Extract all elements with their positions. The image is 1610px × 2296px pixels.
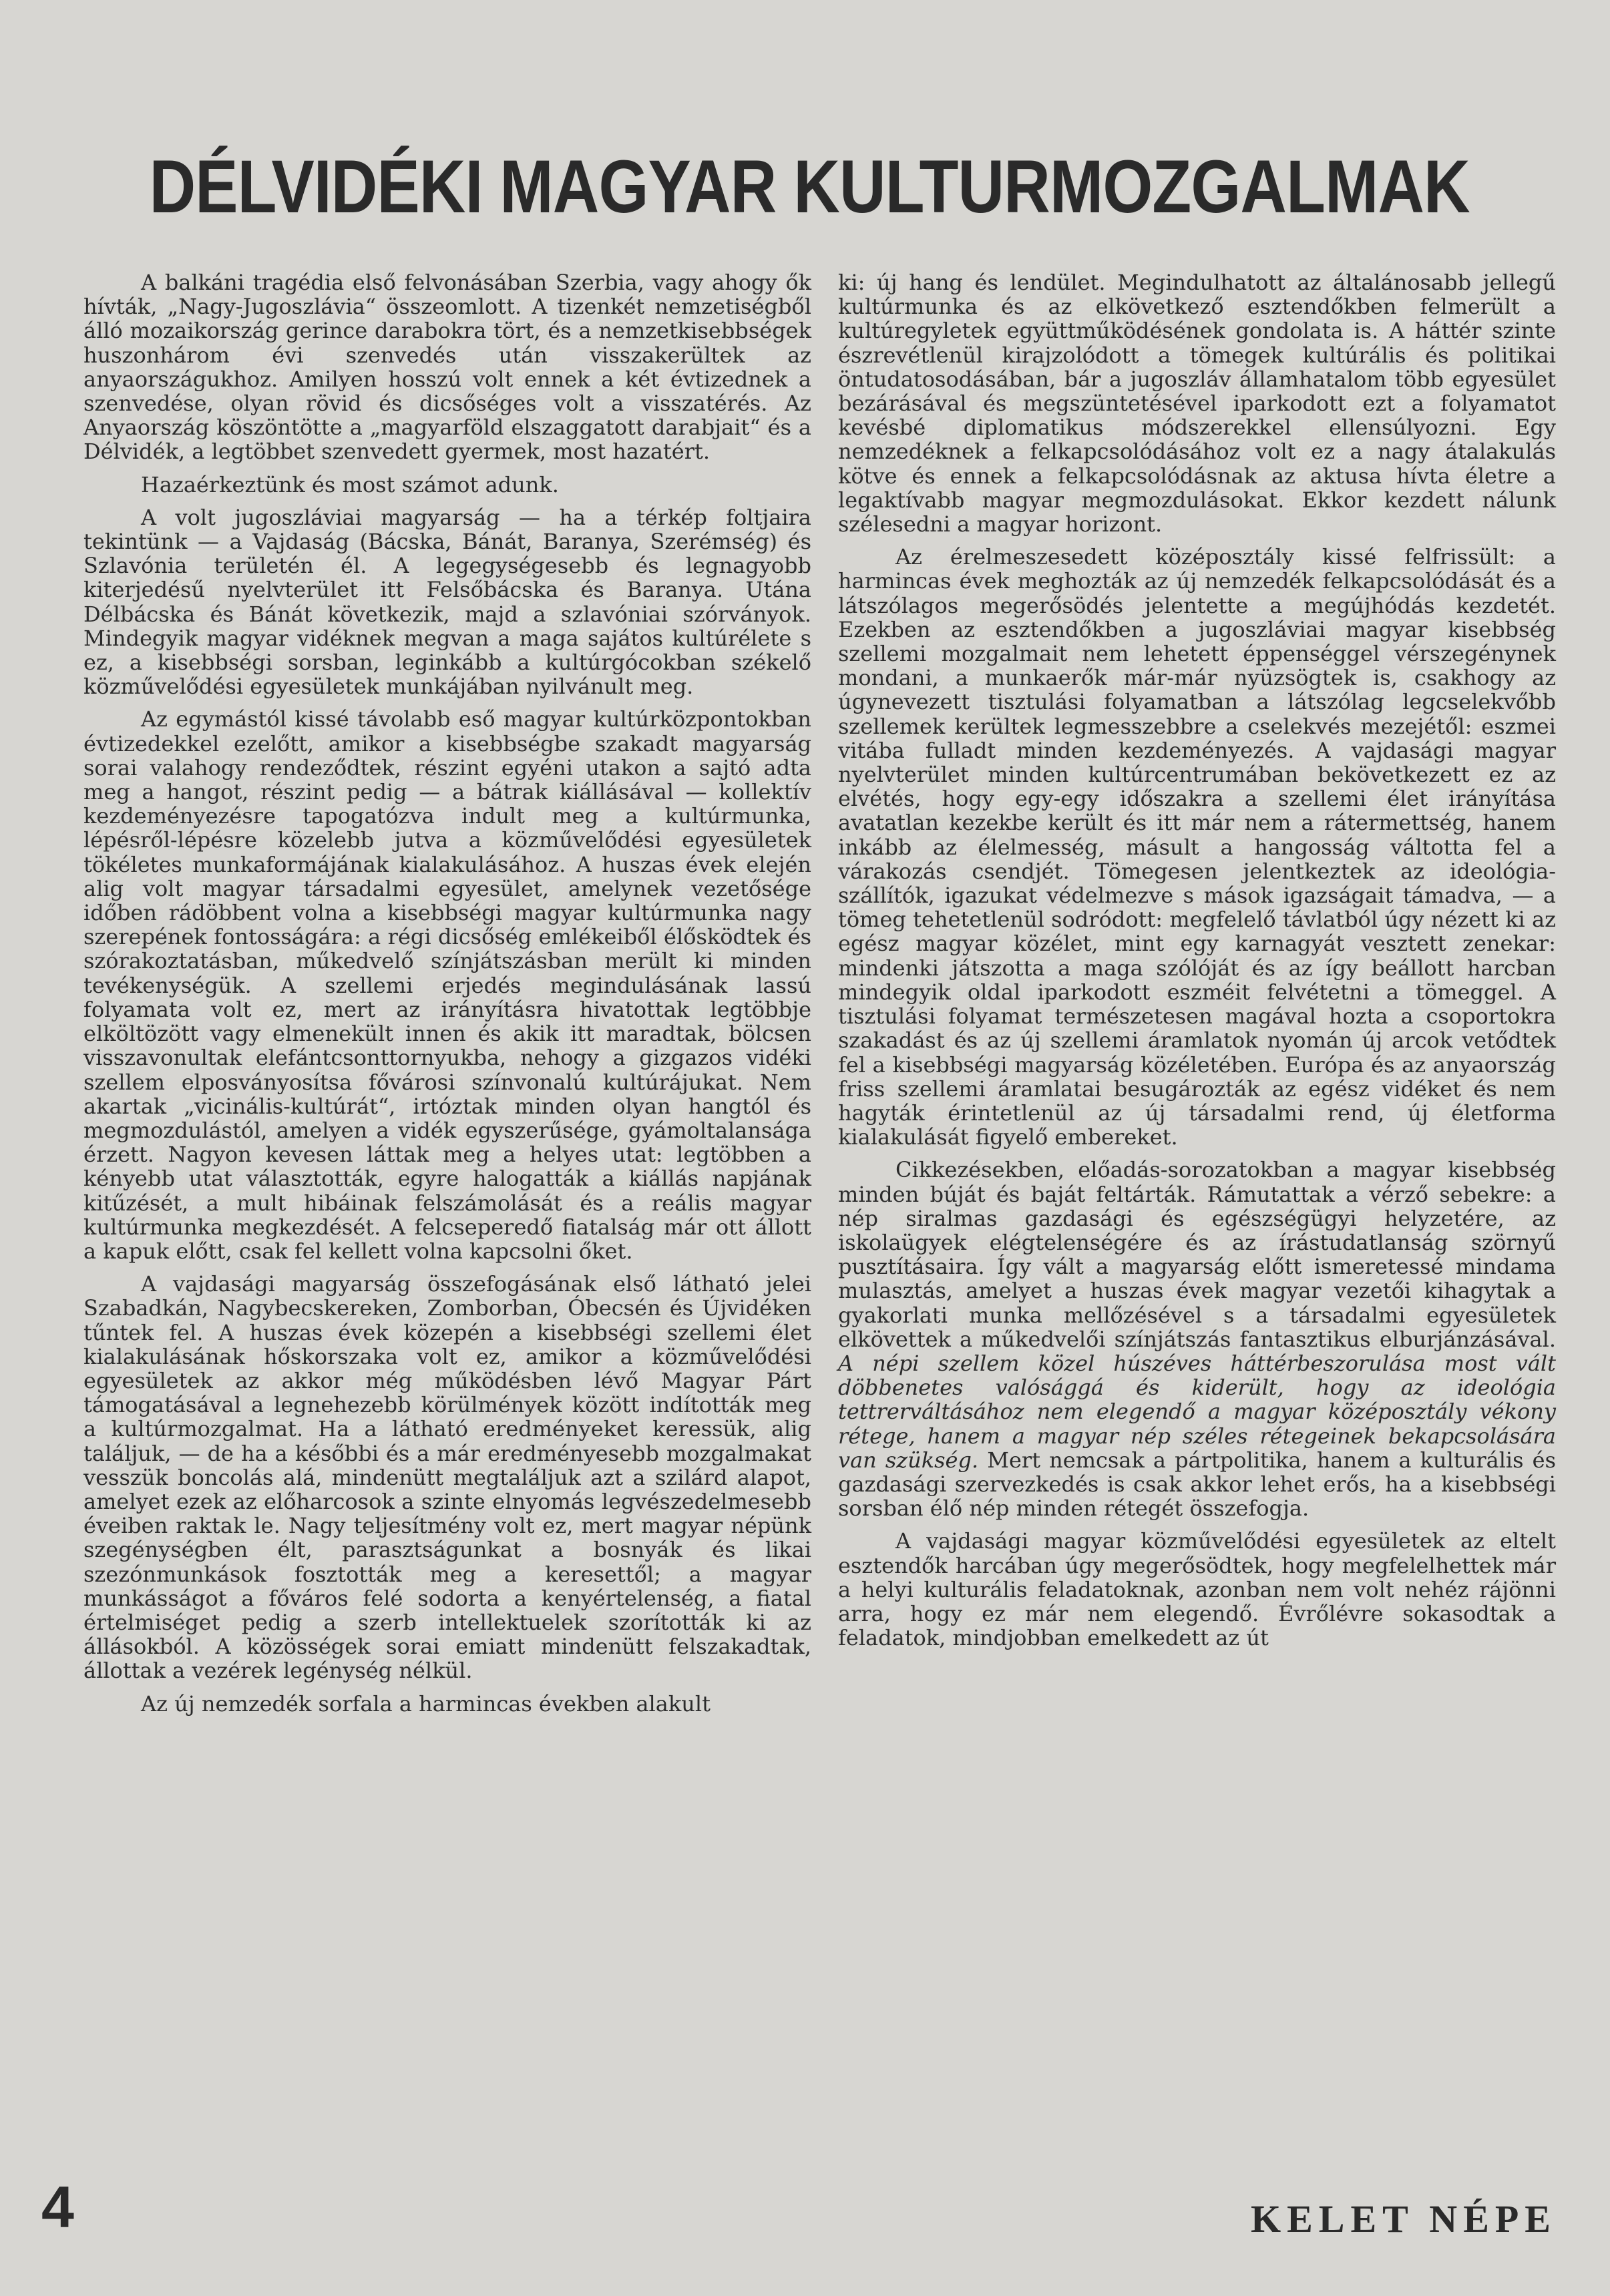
publication-name: KELET NÉPE (1251, 2197, 1557, 2241)
paragraph-text: Cikkezésekben, előadás-sorozatokban a magyar kisebbség minden búját és baját feltárták. Rámutattak a vérző sebekre: a nép siralmas gazdasági és egészségügyi helyzetére, az iskolaügyek elégtelenségére és az írástudatlanság szörnyű pusztításaira. Így vált a magyarság előtt ismeretessé mindama mulasztás, amelyet a huszas évek magyar vezetői kihagytak a gyakorlati munka mellőzésével s a társadalmi egyesületek elkövettek a műkedvelői színjátszás fantasztikus elburjánzásával. (838, 1157, 1556, 1352)
paragraph: ki: új hang és lendület. Megindulhatott az általánosabb jellegű kultúrmunka és az elkövetkező esztendőkben felmerült a kultúregyletek együttműködésének gondolata is. A háttér szinte észrevétlenül kirajzolódott a tömegek kultúrális és politikai öntudatosodásában, bár a jugoszláv államhatalom több egyesület bezárásával és megszüntetésével iparkodott ezt a folyamatot kevésbé diplomatikus módszerekkel ellensúlyozni. Egy nemzedéknek a felkapcsolódásához volt ez a nagy átalakulás kötve és ennek a felkapcsolódásnak az aktusa hívta életre a legaktívabb magyar megmozdulásokat. Ekkor kezdett nálunk szélesedni a magyar horizont. (838, 270, 1556, 537)
paragraph: Hazaérkeztünk és most számot adunk. (141, 471, 559, 497)
article-title: DÉLVIDÉKI MAGYAR KULTURMOZGALMAK (149, 145, 1470, 228)
left-column (83, 270, 811, 1725)
paragraph: A vajdasági magyarság összefogásának első látható jelei Szabadkán, Nagybecskereken, Zomborban, Óbecsén és Újvidéken tűntek fel. A huszas évek közepén a kisebbségi szellemi élet kialakulásának hőskorszaka volt ez, amikor a közművelődési egyesületek az akkor még működésben lévő Magyar Párt támogatásával a legnehezebb körülmények között indították meg a kultúrmozgalmat. Ha a látható eredményeket keressük, alig találjuk, — de ha a későbbi és a már eredményesebb mozgalmakat vesszük boncolás alá, mindenütt megtaláljuk azt a szilárd alapot, amelyet ezek az előharcosok a szinte elnyomás legvészedelmesebb éveiben raktak le. Nagy teljesítmény volt ez, mert magyar népünk szegénységben élt, parasztságunkat a bosnyák és likai szezónmunkások fosztották meg a keresettől; a magyar munkásságot a főváros felé sodorta a kenyértelenség, a fiatal értelmiséget pedig a szerb intellektuelek szorították ki az állásokból. A közösségek sorai emiatt mindenütt felszakadtak, állottak a vezérek legénység nélkül. (83, 1271, 811, 1684)
paragraph: A vajdasági magyar közművelődési egyesületek az eltelt esztendők harcában úgy megerősödtek, hogy megfelelhettek már a helyi kulturális feladatoknak, azonban nem volt nehéz rájönni arra, hogy ez már nem elegendő. Évrőlévre sokasodtak a feladatok, mindjobban emelkedett az út (838, 1528, 1556, 1651)
right-column (838, 270, 1556, 1658)
paragraph: Az új nemzedék sorfala a harmincas években alakult (141, 1690, 711, 1716)
paragraph: A volt jugoszláviai magyarság — ha a térkép foltjaira tekintünk — a Vajdaság (Bácska, Bánát, Baranya, Szerémség) és Szlavónia területén él. A legegységesebb és legnagyobb kiterjedésű nyelvterület itt Felsőbácska és Baranya. Utána Délbácska és Bánát következik, majd a szlavóniai szórványok. Mindegyik magyar vidéknek megvan a maga sajátos kultúrélete s ez, a kisebbségi sorsban, leginkább a kultúrgócokban székelő közművelődési egyesületek munkájában nyilvánult meg. (83, 504, 811, 700)
italic-passage: A népi szellem közel húszéves háttérbeszorulása most vált döbbenetes valósággá és kiderült, hogy az ideológia tettrerváltásához nem elegendő a magyar középosztály vékony rétege, hanem a magyar nép széles rétegeinek bekapcsolására van szükség. (838, 1350, 1556, 1473)
paragraph: A balkáni tragédia első felvonásában Szerbia, vagy ahogy ők hívták, „Nagy-Jugoszlávia“ összeomlott. A tizenkét nemzetiségből álló mozaikország gerince darabokra tört, és a nemzetkisebbségek huszonhárom évi szenvedés után visszakerültek az anyaországukhoz. Amilyen hosszú volt ennek a két évtizednek a szenvedése, olyan rövid és dicsőséges volt a visszatérés. Az Anyaország köszöntötte a „magyarföld elszaggatott darabjait“ és a Délvidék, a legtöbbet szenvedett gyermek, most hazatért. (83, 270, 811, 465)
paragraph (838, 1158, 1556, 1520)
paragraph: Az egymástól kissé távolabb eső magyar kultúrközpontokban évtizedekkel ezelőtt, amikor a kisebbségbe szakadt magyarság sorai valahogy rendeződtek, részint egyéni utakon a sajtó adta meg a hangot, részint pedig — a bátrak kiállásával — kollektív kezdeményezésre tapogatózva indult meg a kultúrmunka, lépésről-lépésre közelebb jutva a közművelődési egyesületek tökéletes munkaformájának kialakulásához. A huszas évek elején alig volt magyar társadalmi egyesület, amelynek vezetősége időben rádöbbent volna a kisebbségi magyar kultúrmunka nagy szerepének fontosságára: a régi dicsőség emlékeiből élősködtek és szórakoztatásban, műkedvelő színjátszásban merült ki minden tevékenységük. A szellemi erjedés megindulásának lassú folyamata volt ez, mert az irányításra hivatottak legtöbbje elköltözött vagy elmenekült innen és akik itt maradtak, bölcsen visszavonultak elefántcsonttornyukba, nehogy a gizgazos vidéki szellem elposványosítsa fővárosi színvonalú kultúrájukat. Nem akartak „vicinális-kultúrát“, irtóztak minden olyan hangtól és megmozdulástól, amelyen a vidék egyszerűsége, gyámoltalansága érzett. Nagyon kevesen láttak meg a helyes utat: legtöbben a kényebb utat választották, egyre halogatták a kiállás napjának kitűzését, a mult hibáinak felszámolását és a reális magyar kultúrmunka megkezdését. A felcseperedő fiatalság már ott állott a kapuk előtt, csak fel kellett volna kapcsolni őket. (83, 706, 811, 1264)
paragraph-text: Mert nemcsak a pártpolitika, hanem a kulturális és gazdasági szervezkedés is csak akkor lehet erős, ha a kisebbségi sorsban élő nép minden rétegét összefogja. (838, 1447, 1557, 1522)
page-number: 4 (41, 2174, 74, 2240)
paragraph: Az érelmeszesedett középosztály kissé felfrissült: a harmincas évek meghozták az új nemzedék felkapcsolódását és a látszólagos megerősödés jelentette a megújhódás kezdetét. Ezekben az esztendőkben a jugoszláviai magyar kisebbség szellemi mozgalmait nem lehetett éppenséggel vérszegénynek mondani, a munkaerők már-már nyüzsögtek is, csakhogy az úgynevezett tisztulási folyamatban a látszólag legcselekvőbb szellemek kerültek legmesszebbre a cselekvés mezejétől: eszmei vitába fulladt minden kezdeményezés. A vajdasági magyar nyelvterület minden kultúrcentrumában bekövetkezett ez az elvétés, hogy egy-egy időszakra a szellemi élet irányítása avatatlan kezekbe került és itt már nem a rátermettség, hanem inkább az élelmesség, másult a hangosság váltotta fel a várakozás csendjét. Tömegesen jelentkeztek az ideológia-szállítók, igazukat védelmezve s mások igazságait támadva, — a tömeg tehetetlenül sodródott: megfelelő távlatból úgy nézett ki az egész magyar közélet, mint egy karnagyát vesztett zenekar: mindenki játszotta a maga szólóját és az így beállott harcban mindegyik oldal iparkodott eszméit felvétetni a tömeggel. A tisztulási folyamat természetesen magával hozta a csoportokra szakadást és az új szellemi áramlatok nyomán új arcok vetődtek fel a kisebbségi magyarság közéletében. Európa és az anyaország friss szellemi áramlatai besugározták az egész vidéket és nem hagyták érintetlenül az új társadalmi rend, új életforma kialakulását figyelő embereket. (838, 544, 1556, 1150)
